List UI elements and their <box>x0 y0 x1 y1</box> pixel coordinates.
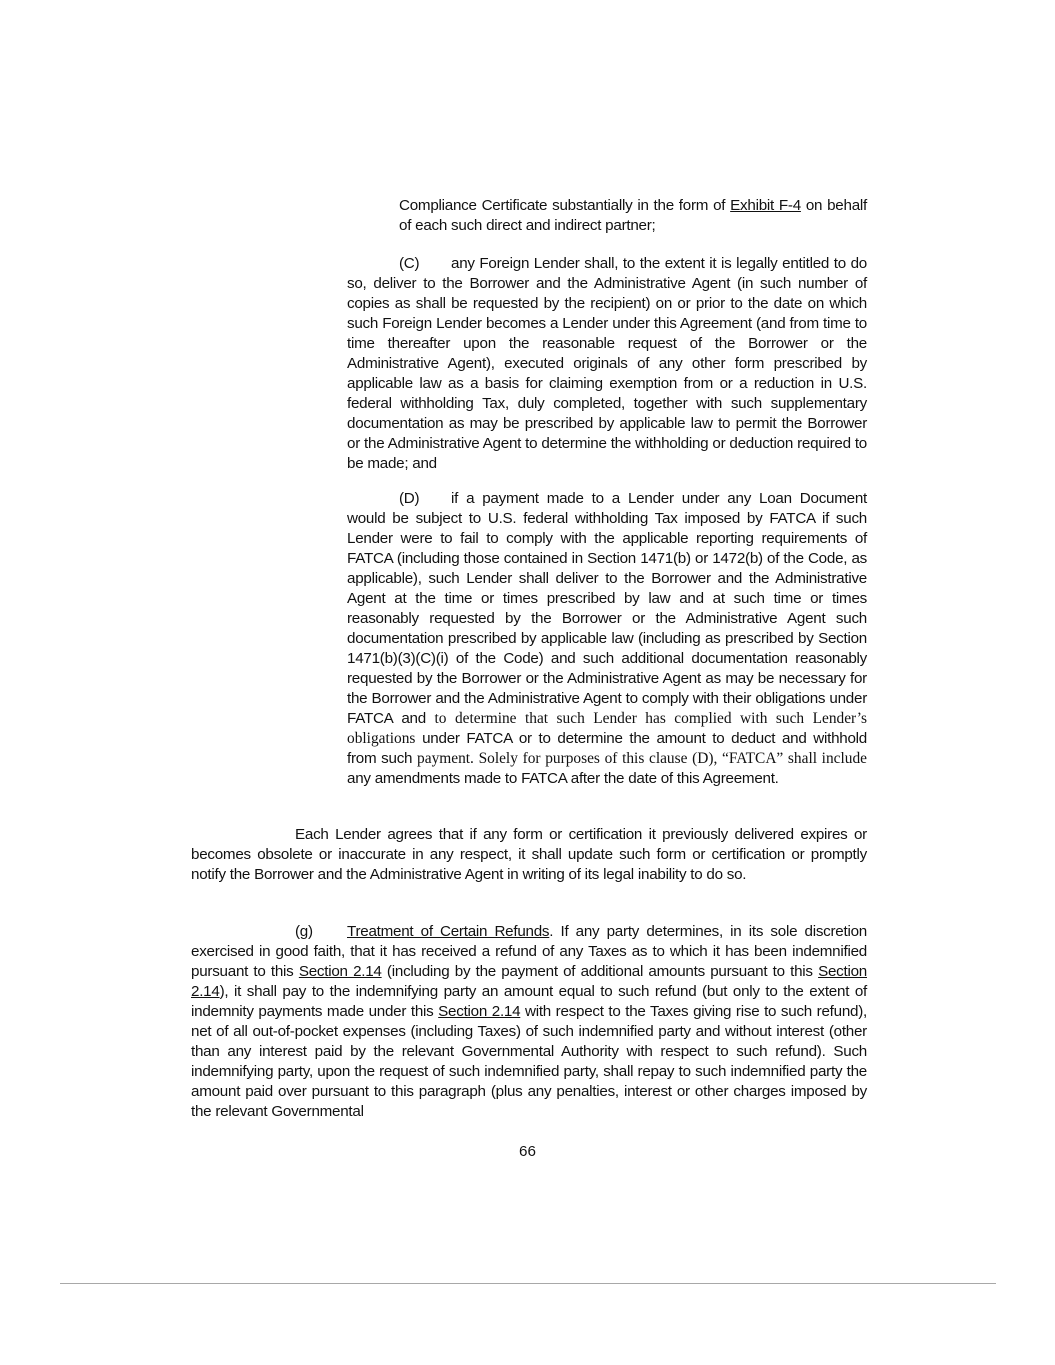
section-2-14-link[interactable]: Section 2.14 <box>438 1003 521 1020</box>
paragraph-d <box>347 489 867 789</box>
paragraph-text: on behalf of each such direct and indirect partner; <box>399 197 867 234</box>
paragraph-continuation <box>399 196 867 236</box>
section-marker-g: (g) <box>295 923 313 940</box>
paragraph-text: . If any party determines, in its sole discretion exercised in good faith, that it has received a refund of any Taxes as to which it has been indemnified pursuant to this <box>191 923 867 980</box>
paragraph-text: Each Lender agrees that if any form or certification it previously delivered expires or becomes obsolete or inaccurate in any respect, it shall update such form or certification or promptly notify the Borrower and the Administrative Agent in writing of its legal inability to do so. <box>191 826 867 883</box>
section-2-14-link[interactable]: Section 2.14 <box>298 963 382 980</box>
paragraph-c <box>347 254 867 474</box>
paragraph-text: ), it shall pay to the indemnifying party an amount equal to such refund (but only to the extent of indemnity payments made under this <box>191 983 867 1020</box>
paragraph-text: under FATCA or to determine the amount to deduct and withhold from such <box>347 730 867 767</box>
clause-marker-d: (D) <box>399 490 420 507</box>
paragraph-text: any amendments made to FATCA after the date of this Agreement. <box>347 770 779 787</box>
paragraph-text: Compliance Certificate substantially in the form of <box>399 197 731 214</box>
paragraph-text-serif: to determine that such Lender has complied with such Lender’s obligations <box>347 710 867 747</box>
section-2-14-link[interactable]: Section 2.14 <box>191 963 867 1000</box>
paragraph-g <box>191 922 867 1122</box>
paragraph-text: if a payment made to a Lender under any Loan Document would be subject to U.S. federal withholding Tax imposed by FATCA if such Lender were to fail to comply with the applicable reporting requirements of FATCA (including those contained in Section 1471(b) or 1472(b) of the Code, as applicable), such Lender shall deliver to the Borrower and the Administrative Agent at the time or times prescribed by law and at such time or times reasonably requested by the Borrower or the Administrative Agent such documentation prescribed by applicable law (including as prescribed by Section 1471(b)(3)(C)(i) of the Code) and such additional documentation reasonably requested by the Borrower or the Administrative Agent as may be necessary for the Borrower and the Administrative Agent to comply with their obligations under FATCA and <box>347 490 867 727</box>
clause-marker-c: (C) <box>399 255 420 272</box>
paragraph-text-serif: payment. Solely for purposes of this clause (D), “FATCA” shall include <box>417 750 867 767</box>
page-number: 66 <box>519 1143 536 1160</box>
paragraph-text: any Foreign Lender shall, to the extent it is legally entitled to do so, deliver to the Borrower and the Administrative Agent (in such number of copies as shall be requested by the recipient) on or prior to the date on which such Foreign Lender becomes a Lender under this Agreement (and from time to time thereafter upon the reasonable request of the Borrower or the Administrative Agent), executed originals of any other form prescribed by applicable law as a basis for claiming exemption from or a reduction in U.S. federal withholding Tax, duly completed, together with such supplementary documentation as may be prescribed by applicable law to permit the Borrower or the Administrative Agent to determine the withholding or deduction required to be made; and <box>347 255 867 472</box>
page-divider <box>60 1283 996 1284</box>
paragraph-each-lender <box>191 825 867 885</box>
paragraph-text: with respect to the Taxes giving rise to such refund), net of all out-of-pocket expenses (including Taxes) of such indemnified party and without interest (other than any interest paid by the relevant Governmental Authority with respect to such refund). Such indemnifying party, upon the request of such indemnified party, shall repay to such indemnified party the amount paid over pursuant to this paragraph (plus any penalties, interest or other charges imposed by the relevant Governmental <box>191 1003 867 1120</box>
exhibit-f4-link[interactable]: Exhibit F-4 <box>730 197 801 214</box>
section-heading: Treatment of Certain Refunds <box>347 923 550 940</box>
paragraph-text: (including by the payment of additional amounts pursuant to this <box>381 963 819 980</box>
